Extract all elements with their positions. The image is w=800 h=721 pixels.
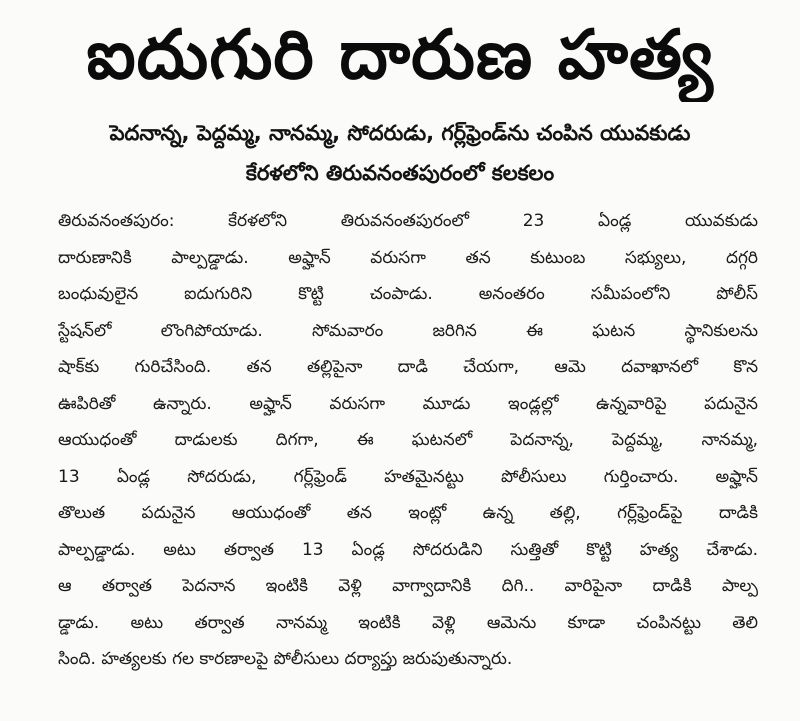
article-body <box>58 203 758 678</box>
body-line: తిరువనంతపురం: కేరళలోని తిరువనంతపురంలో 23 ఏండ్ల యువకుడు <box>58 211 758 231</box>
headline: ఐదుగురి దారుణ హత్య <box>86 16 714 95</box>
body-line: దారుణానికి పాల్పడ్డాడు. అఫ్హాన్ వరుసగా తన కుటుంబ సభ్యులు, దగ్గరి <box>58 247 758 268</box>
body-line: షాక్‌కు గురిచేసింది. తన తల్లిపైనా దాడి చేయగా, ఆమె దవాఖానలో కొన <box>58 357 758 377</box>
body-line: సింది. హత్యలకు గల కారణాలపై పోలీసులు దర్యాప్తు జరుపుతున్నారు. <box>58 649 513 669</box>
body-line: 13 ఏండ్ల సోదరుడు, గర్ల్‌ఫ్రెండ్ హతమైనట్టు పోలీసులు గుర్తించారు. అఫ్హాన్ <box>58 466 758 487</box>
body-line: డ్డాడు. అటు తర్వాత నానమ్మ ఇంటికి వెళ్లి ఆమెను కూడా చంపినట్టు తెలి <box>58 612 758 633</box>
body-line: స్టేషన్‌లో లొంగిపోయాడు. సోమవారం జరిగిన ఈ ఘటన స్థానికులను <box>58 320 758 341</box>
subheadline-primary: పెదనాన్న, పెద్దమ్మ, నానమ్మ, సోదరుడు, గర్ల్‌ఫ్రెండ్‌ను చంపిన యువకుడు <box>109 121 691 145</box>
body-line: పాల్పడ్డాడు. అటు తర్వాత 13 ఏండ్ల సోదరుడిని సుత్తితో కొట్టి హత్య చేశాడు. <box>58 539 758 560</box>
subheadline-secondary: కేరళలోని తిరువనంతపురంలో కలకలం <box>245 161 555 185</box>
body-line: ఊపిరితో ఉన్నారు. అఫ్హాన్ వరుసగా మూడు ఇండ్లల్లో ఉన్నవారిపై పదునైన <box>58 393 758 414</box>
body-line: తొలుత పదునైన ఆయుధంతో తన ఇంట్లో ఉన్న తల్లి, గర్ల్‌ఫ్రెండ్‌పై దాడికి <box>58 503 758 523</box>
body-line: ఆయుధంతో దాడులకు దిగగా, ఈ ఘటనలో పెదనాన్న, పెద్దమ్మ, నానమ్మ, <box>58 430 758 450</box>
body-line: ఆ తర్వాత పెదనాన ఇంటికి వెళ్లి వాగ్వాదానికి దిగి.. వారిపైనా దాడికి పాల్ప <box>58 576 758 596</box>
body-line: బంధువులైన ఐదుగురిని కొట్టి చంపాడు. అనంతరం సమీపంలోని పోలీస్ <box>58 284 758 304</box>
